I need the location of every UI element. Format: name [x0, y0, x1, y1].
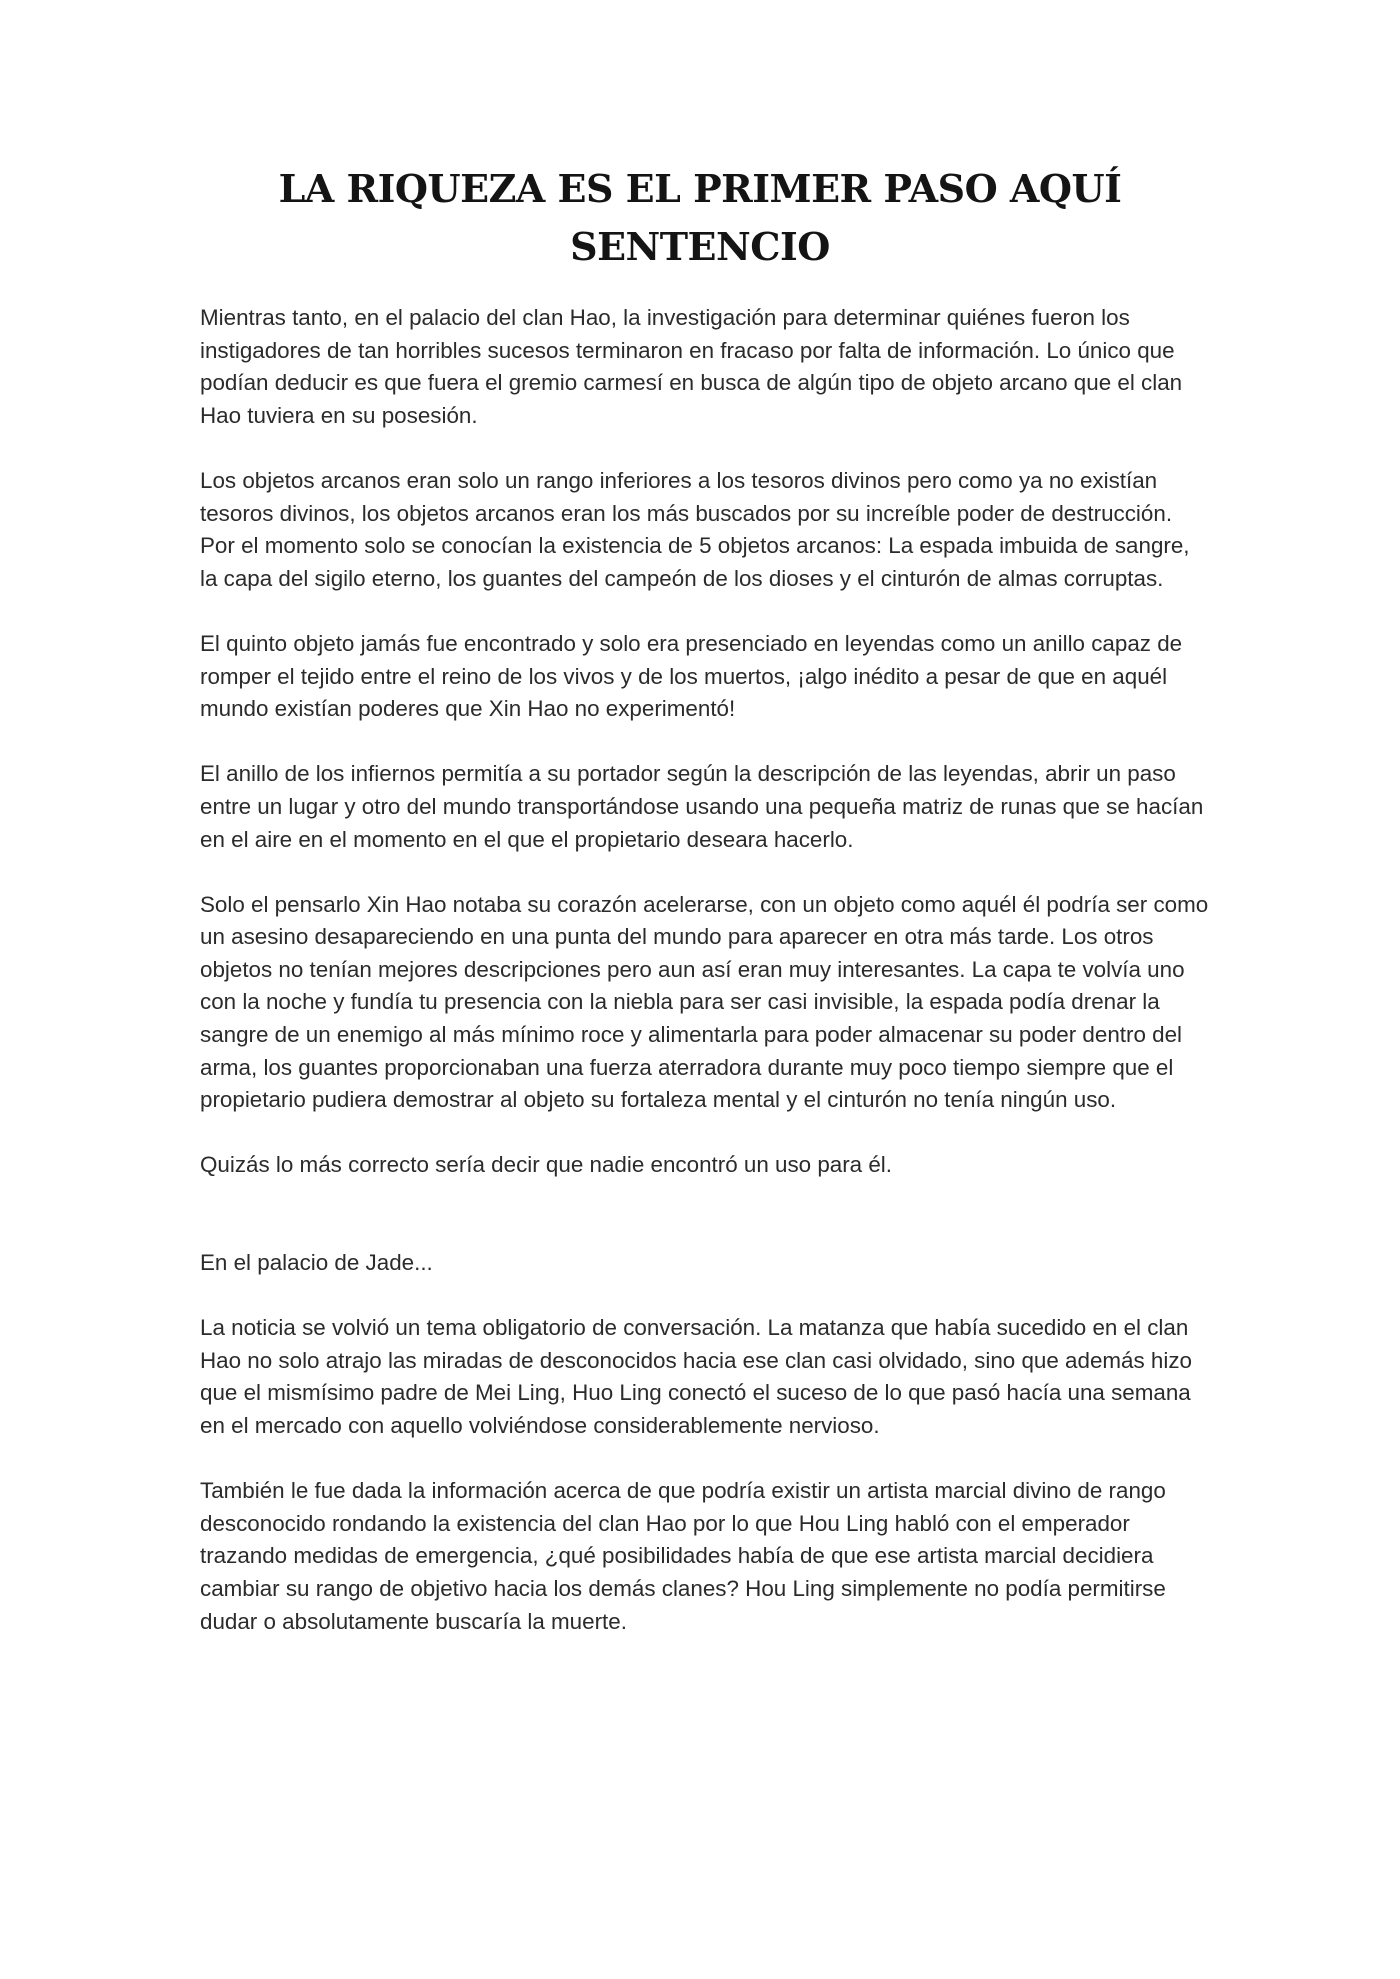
- chapter-title: [200, 160, 1200, 276]
- paragraph-4: El anillo de los infiernos permitía a su portador según la descripción de las leyendas, abrir un paso entre un lugar y otro del mundo transportándose usando una pequeña matriz de runas que se hacían en el aire en el momento en el que el propietario deseara hacerlo.: [200, 761, 1204, 852]
- scene-break-line: En el palacio de Jade...: [200, 1250, 433, 1276]
- paragraph-6: Quizás lo más correcto sería decir que nadie encontró un uso para él.: [200, 1152, 892, 1178]
- chapter-title-line-1: LA RIQUEZA ES EL PRIMER PASO AQUÍ: [278, 166, 1122, 211]
- chapter-title-line-2: SENTENCIO: [570, 224, 830, 269]
- paragraph-3: El quinto objeto jamás fue encontrado y solo era presenciado en leyendas como un anillo capaz de romper el tejido entre el reino de los vivos y de los muertos, ¡algo inédito a pesar de que en aquél mundo existían poderes que Xin Hao no experimentó!: [200, 630, 1183, 722]
- paragraph-1: Mientras tanto, en el palacio del clan Hao, la investigación para determinar quiénes fueron los instigadores de tan horribles sucesos terminaron en fracaso por falta de información. Lo único que podían deducir es que fuera el gremio carmesí en busca de algún tipo de objeto arcano que el clan Hao tuviera en su posesión.: [200, 305, 1183, 428]
- paragraph-8: La noticia se volvió un tema obligatorio de conversación. La matanza que había sucedido en el clan Hao no solo atrajo las miradas de desconocidos hacia ese clan casi olvidado, sino que además hizo que el mismísimo padre de Mei Ling, Huo Ling conectó el suceso de lo que pasó hacía una semana en el mercado con aquello volviéndose considerablemente nervioso.: [200, 1315, 1192, 1438]
- paragraph-5: Solo el pensarlo Xin Hao notaba su corazón acelerarse, con un objeto como aquél él podría ser como un asesino desapareciendo en una punta del mundo para aparecer en otra más tarde. Los otros objetos no tenían mejores descripciones pero aun así eran muy interesantes. La capa te volvía uno con la noche y fundía tu presencia con la niebla para ser casi invisible, la espada podía drenar la sangre de un enemigo al más mínimo roce y alimentarla para poder almacenar su poder dentro del arma, los guantes proporcionaban una fuerza aterradora durante muy poco tiempo siempre que el propietario pudiera demostrar al objeto su fortaleza mental y el cinturón no tenía ningún uso.: [200, 891, 1209, 1113]
- chapter-body: [200, 302, 1210, 1671]
- paragraph-9: También le fue dada la información acerca de que podría existir un artista marcial divino de rango desconocido rondando la existencia del clan Hao por lo que Hou Ling habló con el emperador trazando medidas de emergencia, ¿qué posibilidades había de que ese artista marcial decidiera cambiar su rango de objetivo hacia los demás clanes? Hou Ling simplemente no podía permitirse dudar o absolutamente buscaría la muerte.: [200, 1478, 1166, 1634]
- paragraph-2: Los objetos arcanos eran solo un rango inferiores a los tesoros divinos pero como ya no existían tesoros divinos, los objetos arcanos eran los más buscados por su increíble poder de destrucción. Por el momento solo se conocían la existencia de 5 objetos arcanos: La espada imbuida de sangre, la capa del sigilo eterno, los guantes del campeón de los dioses y el cinturón de almas corruptas.: [200, 467, 1190, 591]
